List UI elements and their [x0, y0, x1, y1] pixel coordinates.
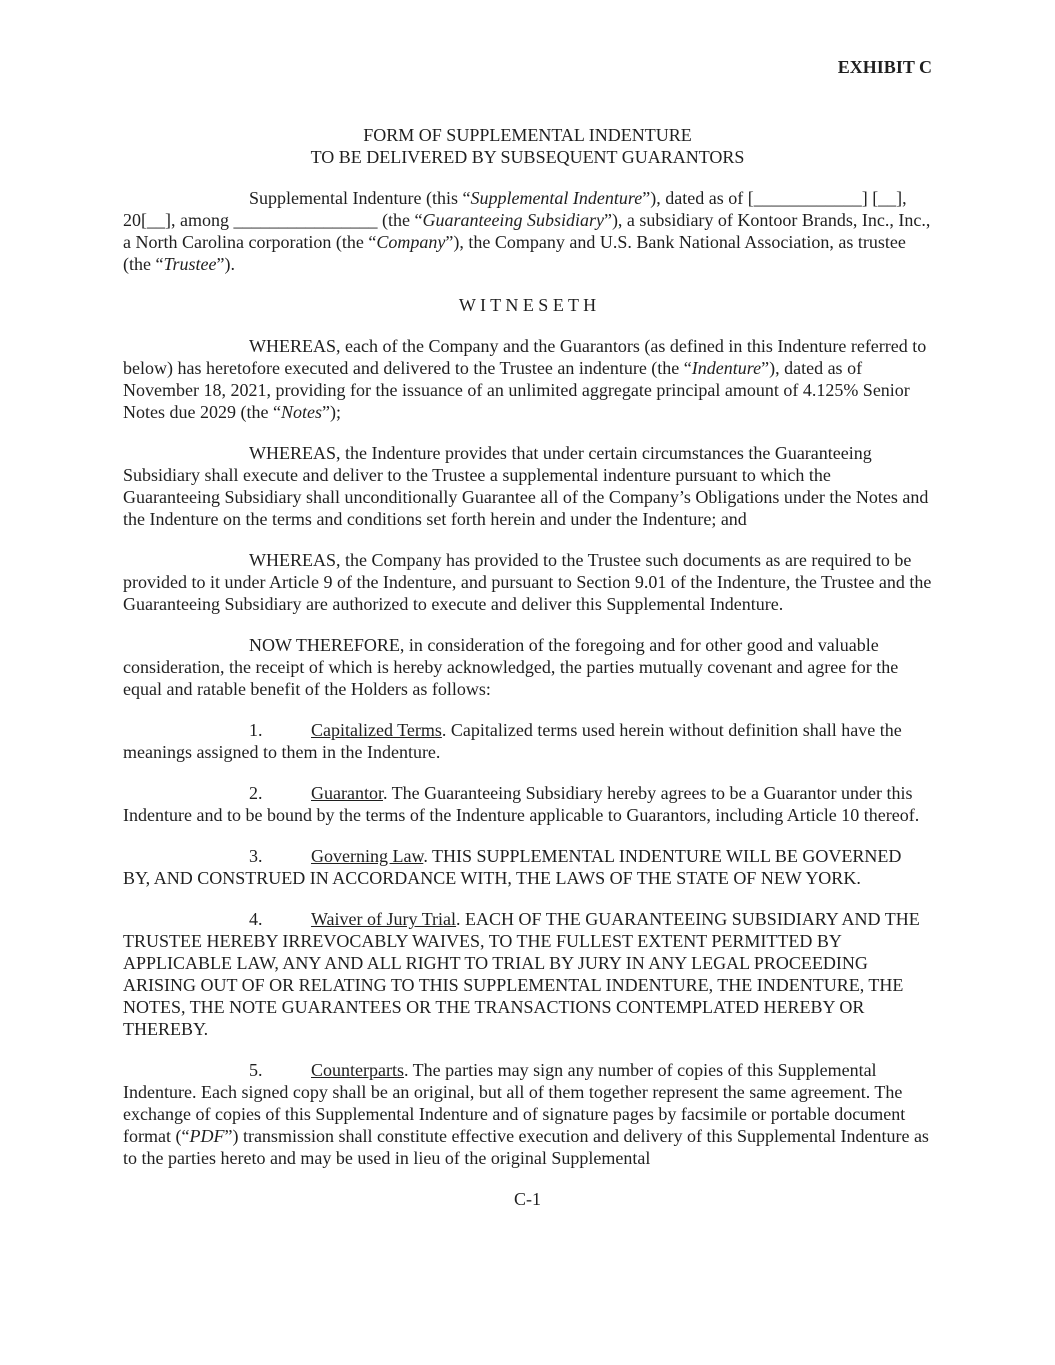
whereas-paragraph-2: WHEREAS, the Indenture provides that under certain circumstances the Guaranteeing Subsidiary shall execute and deliver to the Trustee a supplemental indenture pursuant to which the Guaranteeing Subsidiary shall unconditionally Guarantee all of the Company’s Obligations under the Notes and the Indenture on the terms and conditions set forth herein and under the Indenture; and [123, 443, 929, 529]
numbered-item-1 [123, 719, 932, 763]
item-text: Governing Law. THIS SUPPLEMENTAL INDENTURE WILL BE GOVERNED BY, AND CONSTRUED IN ACCORDANCE WITH, THE LAWS OF THE STATE OF NEW YORK. [123, 846, 902, 888]
item-text: Waiver of Jury Trial. EACH OF THE GUARANTEEING SUBSIDIARY AND THE TRUSTEE HEREBY IRREVOCABLY WAIVES, TO THE FULLEST EXTENT PERMITTED BY APPLICABLE LAW, ANY AND ALL RIGHT TO TRIAL BY JURY IN ANY LEGAL PROCEEDING ARISING OUT OF OR RELATING TO THIS SUPPLEMENTAL INDENTURE, THE INDENTURE, THE NOTES, THE NOTE GUARANTEES OR THE TRANSACTIONS CONTEMPLATED HEREBY OR THEREBY. [123, 909, 920, 1039]
item-number: 5. [249, 1060, 263, 1080]
numbered-item-3 [123, 845, 932, 889]
item-number: 2. [249, 783, 263, 803]
whereas-paragraph-3: WHEREAS, the Company has provided to the Trustee such documents as are required to be provided to it under Article 9 of the Indenture, and pursuant to Section 9.01 of the Indenture, the Trustee and the Guaranteeing Subsidiary are authorized to execute and deliver this Supplemental Indenture. [123, 550, 932, 614]
exhibit-label: EXHIBIT C [837, 57, 932, 77]
title-line-2: TO BE DELIVERED BY SUBSEQUENT GUARANTORS [310, 147, 745, 167]
now-therefore-paragraph: NOW THEREFORE, in consideration of the foregoing and for other good and valuable consideration, the receipt of which is hereby acknowledged, the parties mutually covenant and agree for the equal and ratable benefit of the Holders as follows: [123, 635, 899, 699]
numbered-item-4 [123, 908, 932, 1040]
item-text: Capitalized Terms. Capitalized terms used herein without definition shall have the meanings assigned to them in the Indenture. [123, 720, 902, 762]
item-text: Guarantor. The Guaranteeing Subsidiary hereby agrees to be a Guarantor under this Indenture and to be bound by the terms of the Indenture applicable to Guarantors, including Article 10 thereof. [123, 783, 920, 825]
title-line-1: FORM OF SUPPLEMENTAL INDENTURE [363, 125, 692, 145]
witneseth-heading: W I T N E S E T H [458, 295, 597, 315]
document-title [123, 124, 932, 168]
whereas-paragraph-1: WHEREAS, each of the Company and the Guarantors (as defined in this Indenture referred to below) has heretofore executed and delivered to the Trustee an indenture (the “Indenture”), dated as of November 18, 2021, providing for the issuance of an unlimited aggregate principal amount of 4.125% Senior Notes due 2029 (the “Notes”); [123, 336, 927, 422]
item-number: 1. [249, 720, 263, 740]
intro-paragraph: Supplemental Indenture (this “Supplemental Indenture”), dated as of [____________] [__], 20[__], among ________________ (the “Guaranteeing Subsidiary”), a subsidiary of Kontoor Brands, Inc., Inc., a North Carolina corporation (the “Company”), the Company and U.S. Bank National Association, as trustee (the “Trustee”). [123, 188, 931, 274]
numbered-item-2 [123, 782, 932, 826]
item-text: Counterparts. The parties may sign any number of copies of this Supplemental Indenture. Each signed copy shall be an original, but all of them together represent the same agreement. The exchange of copies of this Supplemental Indenture and of signature pages by facsimile or portable document format (“PDF”) transmission shall constitute effective execution and delivery of this Supplemental Indenture as to the parties hereto and may be used in lieu of the original Supplemental [123, 1060, 929, 1168]
page-number: C-1 [514, 1189, 541, 1209]
numbered-item-5 [123, 1059, 932, 1169]
item-number: 4. [249, 909, 263, 929]
item-number: 3. [249, 846, 263, 866]
